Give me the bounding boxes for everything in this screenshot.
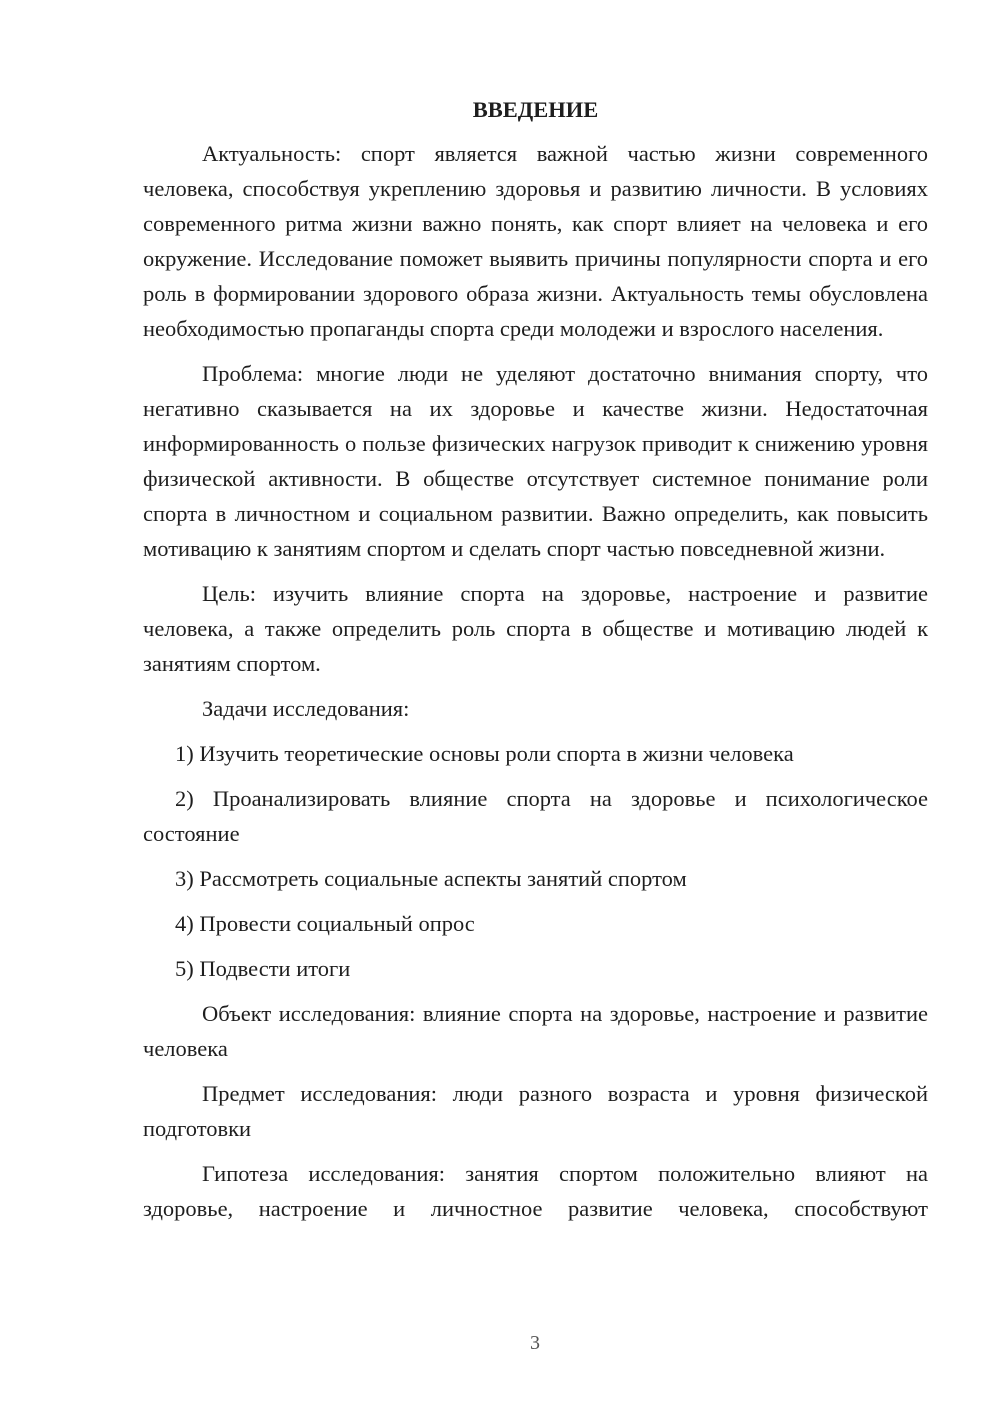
task-item: 2) Проанализировать влияние спорта на здоровье и психологическое состояние [143,786,928,846]
hypothesis-paragraph: Гипотеза исследования: занятия спортом положительно влияют на здоровье, настроение и личностное развитие человека, способствуют [143,1161,928,1221]
section-title: ВВЕДЕНИЕ [472,97,599,122]
subject-paragraph: Предмет исследования: люди разного возраста и уровня физической подготовки [143,1081,928,1141]
tasks-heading: Задачи исследования: [202,696,410,721]
goal-paragraph: Цель: изучить влияние спорта на здоровье, настроение и развитие человека, а также определить роль спорта в обществе и мотивацию людей к занятиям спортом. [143,581,928,676]
task-item: 5) Подвести итоги [175,956,351,981]
document-body [143,92,928,1236]
page-number: 3 [530,1332,540,1354]
task-item: 3) Рассмотреть социальные аспекты занятий спортом [175,866,687,891]
task-item: 1) Изучить теоретические основы роли спорта в жизни человека [175,741,794,766]
relevance-paragraph: Актуальность: спорт является важной частью жизни современного человека, способствуя укреплению здоровья и развитию личности. В условиях современного ритма жизни важно понять, как спорт влияет на человека и его окружение. Исследование поможет выявить причины популярности спорта и его роль в формировании здорового образа жизни. Актуальность темы обусловлена необходимостью пропаганды спорта среди молодежи и взрослого населения. [143,141,928,341]
problem-paragraph: Проблема: многие люди не уделяют достаточно внимания спорту, что негативно сказывается на их здоровье и качестве жизни. Недостаточная информированность о пользе физических нагрузок приводит к снижению уровня физической активности. В обществе отсутствует системное понимание роли спорта в личностном и социальном развитии. Важно определить, как повысить мотивацию к занятиям спортом и сделать спорт частью повседневной жизни. [143,361,928,561]
object-paragraph: Объект исследования: влияние спорта на здоровье, настроение и развитие человека [143,1001,928,1061]
task-item: 4) Провести социальный опрос [175,911,475,936]
